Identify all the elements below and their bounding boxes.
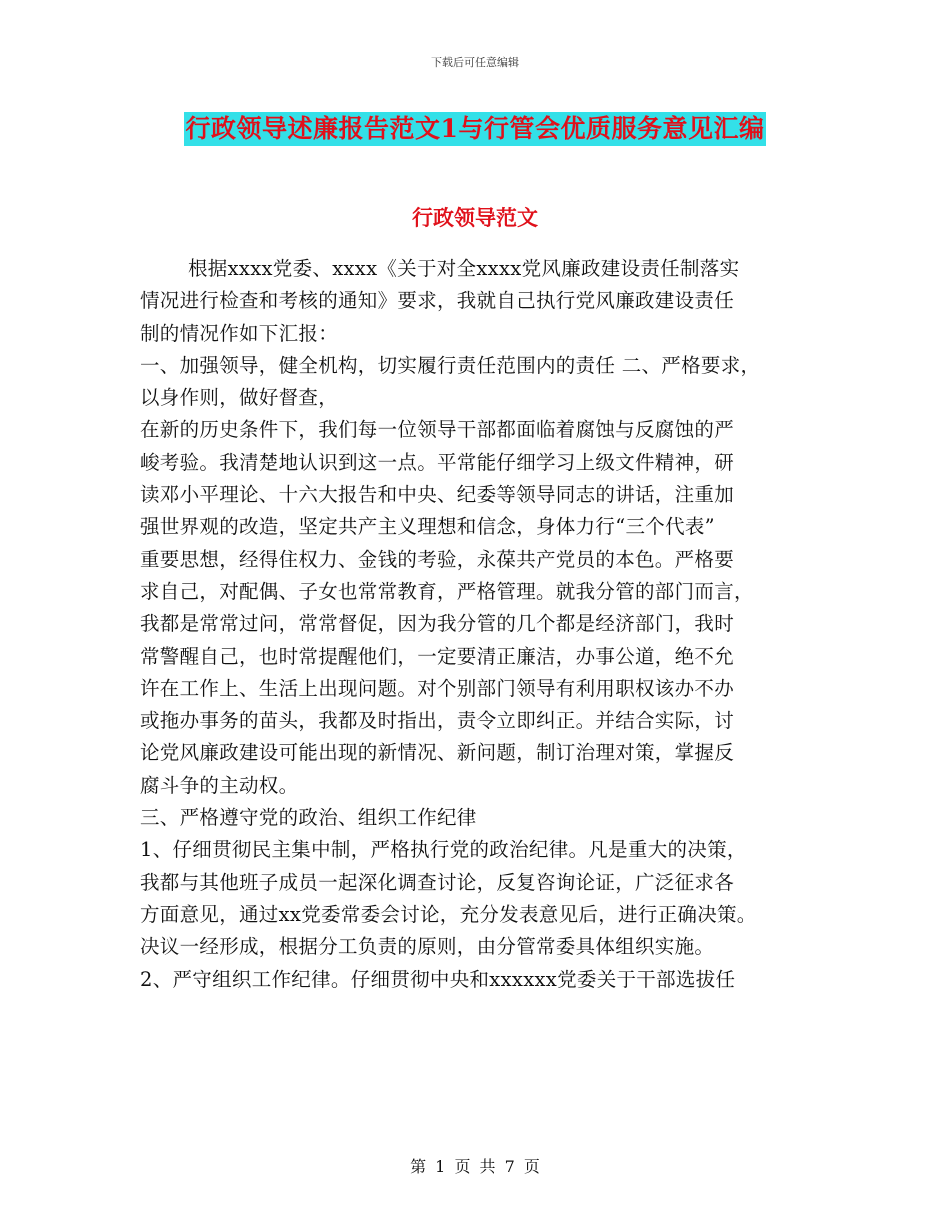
body-line: 强世界观的改造，坚定共产主义理想和信念，身体力行“三个代表” xyxy=(140,515,715,539)
body-line: 重要思想，经得住权力、金钱的考验，永葆共产党员的本色。严格要 xyxy=(140,547,735,571)
body-line: 制的情况作如下汇报： xyxy=(140,321,339,345)
section-subtitle: 行政领导范文 xyxy=(412,205,538,230)
body-line: 常警醒自己，也时常提醒他们，一定要清正廉洁，办事公道，绝不允 xyxy=(140,644,735,668)
body-line: 根据xxxx党委、xxxx《关于对全xxxx党风廉政建设责任制落实 xyxy=(188,257,740,280)
body-line: 求自己，对配偶、子女也常常教育，严格管理。就我分管的部门而言， xyxy=(140,579,754,603)
body-line: 我都与其他班子成员一起深化调查讨论，反复咨询论证，广泛征求各 xyxy=(140,870,735,894)
body-line: 峻考验。我清楚地认识到这一点。平常能仔细学习上级文件精神，研 xyxy=(140,450,735,474)
body-line: 许在工作上、生活上出现问题。对个别部门领导有利用职权该办不办 xyxy=(140,676,735,700)
body-line: 情况进行检查和考核的通知》要求，我就自己执行党风廉政建设责任 xyxy=(140,289,735,313)
body-line: 腐斗争的主动权。 xyxy=(140,773,299,797)
body-line: 一、加强领导，健全机构，切实履行责任范围内的责任 二、严格要求， xyxy=(140,353,761,377)
body-line: 决议一经形成，根据分工负责的原则，由分管常委具体组织实施。 xyxy=(140,935,715,959)
body-line: 或拖办事务的苗头，我都及时指出，责令立即纠正。并结合实际，讨 xyxy=(140,709,735,733)
title-wrapper xyxy=(0,112,950,146)
body-line: 以身作则，做好督查， xyxy=(140,386,339,410)
document-title: 行政领导述廉报告范文1与行管会优质服务意见汇编 xyxy=(184,112,767,146)
body-line: 三、严格遵守党的政治、组织工作纪律 xyxy=(140,806,477,830)
body-line: 2、严守组织工作纪律。仔细贯彻中央和xxxxxx党委关于干部选拔任 xyxy=(140,967,736,991)
page-footer: 第 1 页 共 7 页 xyxy=(410,1157,540,1176)
body-line: 读邓小平理论、十六大报告和中央、纪委等领导同志的讲话，注重加 xyxy=(140,483,735,507)
page-header-note: 下载后可任意编辑 xyxy=(431,56,519,69)
body-line: 在新的历史条件下，我们每一位领导干部都面临着腐蚀与反腐蚀的严 xyxy=(140,418,735,442)
body-line: 我都是常常过问，常常督促，因为我分管的几个都是经济部门，我时 xyxy=(140,612,735,636)
body-line: 方面意见，通过xx党委常委会讨论，充分发表意见后，进行正确决策。 xyxy=(140,902,757,926)
body-line: 论党风廉政建设可能出现的新情况、新问题，制订治理对策，掌握反 xyxy=(140,741,735,765)
body-line: 1、仔细贯彻民主集中制，严格执行党的政治纪律。凡是重大的决策， xyxy=(140,838,747,862)
document-body xyxy=(140,222,820,996)
